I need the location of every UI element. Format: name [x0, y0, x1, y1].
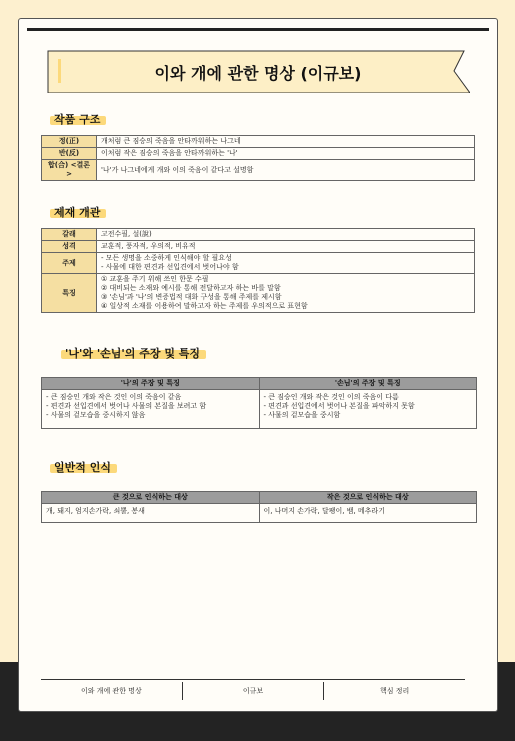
section-heading-claims: '나'와 '손님'의 주장 및 특징: [65, 345, 200, 361]
row-label: 주제: [42, 253, 97, 274]
row-text: '나'가 나그네에게 개와 이의 죽음이 같다고 설명함: [97, 160, 475, 181]
table-row: [42, 390, 477, 429]
section-heading-perception: 일반적 인식: [54, 459, 111, 475]
claims-me-cell: - 큰 짐승인 개와 작은 것인 이의 죽음이 같음 - 편견과 선입견에서 벗어나 사물의 본질을 보려고 함 - 사물의 겉모습을 중시하지 않음: [42, 390, 260, 429]
overview-table: [41, 228, 475, 313]
footer-left: 이와 개에 관한 명상: [80, 687, 142, 695]
row-label: 성격: [42, 241, 97, 253]
small-objects-cell: 이, 나머지 손가락, 달팽이, 뱀, 메추라기: [259, 504, 477, 523]
section-heading-overview: 제재 개관: [54, 204, 100, 220]
worksheet-paper: [18, 18, 498, 712]
table-row: [42, 241, 475, 253]
table-row: [42, 136, 475, 148]
page-title: 이와 개에 관한 명상 (이규보): [154, 64, 362, 83]
page-footer: [41, 679, 465, 702]
claims-table: [41, 377, 477, 429]
row-text: 개처럼 큰 짐승의 죽음을 안타까워하는 나그네: [97, 136, 475, 148]
row-label: 합(合) <결론>: [42, 160, 97, 181]
table-row: [42, 229, 475, 241]
row-label: 반(反): [42, 148, 97, 160]
table-row: [42, 148, 475, 160]
top-rule: [27, 28, 489, 31]
row-text: 이처럼 작은 짐승의 죽음을 안타까워하는 '나': [97, 148, 475, 160]
table-row: [42, 274, 475, 313]
footer-right: 핵심 정리: [380, 687, 410, 695]
structure-table: [41, 135, 475, 181]
column-header: 작은 것으로 인식하는 대상: [259, 492, 477, 504]
table-header-row: [42, 492, 477, 504]
table-row: [42, 504, 477, 523]
row-text: 고전수필, 설(說): [97, 229, 475, 241]
row-text: - 모든 생명을 소중하게 인식해야 할 필요성 - 사물에 대한 편견과 선입견에서 벗어나야 함: [97, 253, 475, 274]
column-header: '손님'의 주장 및 특징: [259, 378, 477, 390]
footer-center: 이규보: [242, 687, 264, 695]
perception-table: [41, 491, 477, 523]
table-row: [42, 160, 475, 181]
row-text: 교훈적, 풍자적, 우의적, 비유적: [97, 241, 475, 253]
row-label: 정(正): [42, 136, 97, 148]
section-heading-structure: 작품 구조: [54, 111, 100, 127]
claims-guest-cell: - 큰 짐승인 개와 작은 것인 이의 죽음이 다름 - 편견과 선입견에서 벗어나 본질을 파악하지 못함 - 사물의 겉모습을 중시함: [259, 390, 477, 429]
title-banner: [46, 49, 470, 93]
table-header-row: [42, 378, 477, 390]
column-header: 큰 것으로 인식하는 대상: [42, 492, 260, 504]
column-header: '나'의 주장 및 특징: [42, 378, 260, 390]
row-label: 특징: [42, 274, 97, 313]
row-text: ① 교훈을 주기 위해 쓰인 한문 수필 ② 대비되는 소재와 예시를 통해 전달하고자 하는 바를 말함 ③ '손님'과 '나'의 변증법적 대화 구성을 통해 주제를 제시함 ④ 일상적 소재를 이용하여 말하고자 하는 주제를 우의적으로 표현함: [97, 274, 475, 313]
row-label: 갈래: [42, 229, 97, 241]
table-row: [42, 253, 475, 274]
big-objects-cell: 개, 돼지, 엄지손가락, 쇠뿔, 봉새: [42, 504, 260, 523]
